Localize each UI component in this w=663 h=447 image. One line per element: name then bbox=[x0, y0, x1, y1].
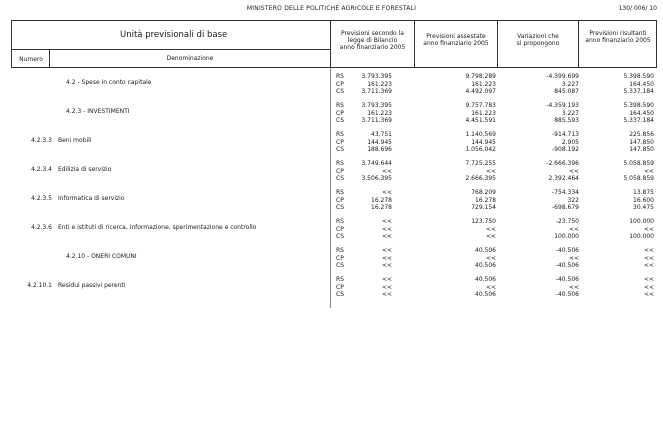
col1-line3: anno finanziario 2005 bbox=[339, 44, 406, 51]
row-type-label: RS bbox=[336, 189, 344, 196]
row-numero: 4.2.3.6 bbox=[31, 224, 52, 231]
col3-line2: si propongono bbox=[516, 40, 560, 47]
group-title: Unità previsionali di base bbox=[120, 30, 228, 40]
value-cell: << bbox=[568, 167, 579, 175]
value-cell: 5.398.590 bbox=[623, 102, 654, 109]
value-cell: 5.058.859 bbox=[623, 160, 654, 167]
header-divider-bottom bbox=[11, 67, 657, 68]
value-cell: 16.600 bbox=[633, 196, 654, 204]
value-cell: 40.506 bbox=[475, 262, 496, 269]
col4-line1: Previsioni risultanti bbox=[589, 30, 647, 37]
value-cell: 100.000 bbox=[629, 233, 654, 240]
value-cell: 40.506 bbox=[475, 247, 496, 254]
value-cell: 16.278 bbox=[371, 196, 392, 204]
row-type-label: CP bbox=[336, 196, 344, 204]
value-cell: << bbox=[381, 218, 392, 225]
value-cell: 144.945 bbox=[367, 138, 392, 146]
column-header-numero: Numero bbox=[19, 56, 43, 63]
row-denominazione: 4.2.10 - ONERI COMUNI bbox=[66, 253, 137, 260]
value-cell: 123.750 bbox=[471, 218, 496, 225]
value-cell: << bbox=[485, 283, 496, 291]
row-type-label: RS bbox=[336, 160, 344, 167]
value-cell: 5.058.859 bbox=[623, 175, 654, 182]
value-cell: << bbox=[643, 225, 654, 233]
value-cell: 161.223 bbox=[471, 80, 496, 88]
value-cell: 30.475 bbox=[633, 204, 654, 211]
row-type-label: RS bbox=[336, 102, 344, 109]
value-cell: -23.750 bbox=[555, 218, 579, 225]
value-cell: 161.223 bbox=[471, 109, 496, 117]
value-cell: 729.154 bbox=[471, 204, 496, 211]
value-cell: << bbox=[381, 189, 392, 196]
value-cell: 16.278 bbox=[371, 204, 392, 211]
row-type-label: CS bbox=[336, 204, 344, 211]
value-cell: 9.757.783 bbox=[465, 102, 496, 109]
value-cell: -914.713 bbox=[552, 131, 579, 138]
value-cell: 768.209 bbox=[471, 189, 496, 196]
value-cell: 3.793.395 bbox=[361, 102, 392, 109]
value-cell: 4.451.591 bbox=[465, 117, 496, 124]
value-cell: -40.506 bbox=[555, 247, 579, 254]
value-cell: -908.192 bbox=[552, 146, 579, 153]
value-cell: << bbox=[643, 283, 654, 291]
row-type-label: RS bbox=[336, 131, 344, 138]
value-cell: << bbox=[643, 254, 654, 262]
value-cell: 144.945 bbox=[471, 138, 496, 146]
value-cell: << bbox=[485, 225, 496, 233]
value-cell: 100.000 bbox=[629, 218, 654, 225]
col1-line2: legge di Bilancio bbox=[347, 37, 398, 44]
value-cell: << bbox=[381, 225, 392, 233]
row-type-label: RS bbox=[336, 73, 344, 80]
value-cell: 3.749.644 bbox=[361, 160, 392, 167]
value-cell: << bbox=[381, 291, 392, 298]
column-header-denominazione: Denominazione bbox=[166, 55, 214, 62]
value-cell: << bbox=[643, 291, 654, 298]
value-cell: 164.450 bbox=[629, 109, 654, 117]
col3-line1: Variazioni che bbox=[517, 33, 559, 40]
row-type-label: CS bbox=[336, 233, 344, 240]
value-cell: << bbox=[381, 233, 392, 240]
value-cell: -2.666.396 bbox=[546, 160, 579, 167]
row-type-label: CS bbox=[336, 146, 344, 153]
row-denominazione: 4.2 - Spese in conto capitale bbox=[66, 79, 152, 86]
row-type-label: CP bbox=[336, 167, 344, 175]
value-cell: 40.506 bbox=[475, 291, 496, 298]
value-cell: 845.087 bbox=[554, 88, 579, 95]
value-cell: << bbox=[381, 276, 392, 283]
row-type-label: CP bbox=[336, 109, 344, 117]
value-cell: 1.056.042 bbox=[465, 146, 496, 153]
value-cell: 3.227 bbox=[561, 109, 579, 117]
row-type-label: CP bbox=[336, 254, 344, 262]
col4-line2: anno finanziario 2005 bbox=[585, 37, 651, 44]
col2-line1: Previsioni assestate bbox=[426, 33, 486, 40]
document-header-title: MINISTERO DELLE POLITICHE AGRICOLE E FORESTALI bbox=[246, 5, 417, 12]
row-numero: 4.2.3.4 bbox=[31, 166, 52, 173]
header-divider-horizontal bbox=[11, 49, 331, 50]
value-cell: -4.399.699 bbox=[546, 73, 579, 80]
column-header-variazioni bbox=[498, 33, 578, 47]
column-header-assestate bbox=[415, 33, 497, 47]
value-cell: << bbox=[643, 262, 654, 269]
value-cell: 164.450 bbox=[629, 80, 654, 88]
value-cell: 3.711.369 bbox=[361, 117, 392, 124]
value-cell: 100.000 bbox=[554, 233, 579, 240]
value-cell: 1.140.569 bbox=[465, 131, 496, 138]
row-type-label: CP bbox=[336, 138, 344, 146]
col1-line1: Previsioni secondo la bbox=[341, 30, 404, 37]
value-cell: 2.392.464 bbox=[548, 175, 579, 182]
value-cell: 40.506 bbox=[475, 276, 496, 283]
row-numero: 4.2.3.3 bbox=[31, 137, 52, 144]
row-denominazione: Beni mobili bbox=[58, 137, 92, 144]
value-cell: << bbox=[485, 167, 496, 175]
row-type-label: CS bbox=[336, 175, 344, 182]
row-type-label: CS bbox=[336, 291, 344, 298]
row-denominazione: Edilizia di servizio bbox=[58, 166, 112, 173]
value-cell: 3.711.369 bbox=[361, 88, 392, 95]
column-header-risultanti bbox=[579, 30, 657, 44]
value-cell: << bbox=[643, 276, 654, 283]
body-divider-1 bbox=[330, 68, 331, 308]
value-cell: 225.856 bbox=[629, 131, 654, 138]
row-denominazione: Informatica di servizio bbox=[58, 195, 125, 202]
row-numero: 4.2.3.5 bbox=[31, 195, 52, 202]
row-type-label: RS bbox=[336, 276, 344, 283]
value-cell: << bbox=[568, 225, 579, 233]
value-cell: << bbox=[568, 283, 579, 291]
row-type-label: CS bbox=[336, 88, 344, 95]
row-type-label: CP bbox=[336, 225, 344, 233]
value-cell: 16.278 bbox=[475, 196, 496, 204]
value-cell: 161.223 bbox=[367, 80, 392, 88]
value-cell: 5.337.184 bbox=[623, 117, 654, 124]
column-header-legge-bilancio bbox=[331, 30, 414, 51]
value-cell: 147.850 bbox=[629, 146, 654, 153]
value-cell: -4.359.193 bbox=[546, 102, 579, 109]
value-cell: << bbox=[485, 254, 496, 262]
value-cell: << bbox=[381, 167, 392, 175]
row-type-label: CP bbox=[336, 283, 344, 291]
value-cell: << bbox=[568, 254, 579, 262]
value-cell: -40.506 bbox=[555, 262, 579, 269]
row-numero: 4.2.10.1 bbox=[27, 282, 52, 289]
value-cell: << bbox=[643, 247, 654, 254]
value-cell: << bbox=[643, 167, 654, 175]
value-cell: -754.334 bbox=[552, 189, 579, 196]
value-cell: 188.696 bbox=[367, 146, 392, 153]
value-cell: 9.798.289 bbox=[465, 73, 496, 80]
value-cell: << bbox=[381, 262, 392, 269]
header-divider-4 bbox=[578, 20, 579, 68]
value-cell: 147.850 bbox=[629, 138, 654, 146]
row-denominazione: Enti e istituti di ricerca, informazione, sperimentazione e controllo bbox=[58, 224, 257, 231]
value-cell: 2.666.395 bbox=[465, 175, 496, 182]
value-cell: 3.227 bbox=[561, 80, 579, 88]
value-cell: 161.223 bbox=[367, 109, 392, 117]
value-cell: << bbox=[381, 283, 392, 291]
value-cell: 885.593 bbox=[554, 117, 579, 124]
row-type-label: CS bbox=[336, 262, 344, 269]
value-cell: 2.905 bbox=[561, 138, 579, 146]
value-cell: 43.751 bbox=[371, 131, 392, 138]
value-cell: -40.506 bbox=[555, 291, 579, 298]
row-type-label: CP bbox=[336, 80, 344, 88]
value-cell: 5.398.590 bbox=[623, 73, 654, 80]
value-cell: 322 bbox=[567, 196, 579, 204]
row-type-label: CS bbox=[336, 117, 344, 124]
row-denominazione: 4.2.3 - INVESTIMENTI bbox=[66, 108, 130, 115]
value-cell: -698.679 bbox=[552, 204, 579, 211]
value-cell: 7.725.255 bbox=[465, 160, 496, 167]
value-cell: << bbox=[381, 254, 392, 262]
col2-line2: anno finanziario 2005 bbox=[423, 40, 489, 47]
value-cell: 3.506.395 bbox=[361, 175, 392, 182]
row-type-label: RS bbox=[336, 247, 344, 254]
value-cell: << bbox=[485, 233, 496, 240]
value-cell: << bbox=[381, 247, 392, 254]
value-cell: -40.506 bbox=[555, 276, 579, 283]
value-cell: 5.337.184 bbox=[623, 88, 654, 95]
value-cell: 4.492.097 bbox=[465, 88, 496, 95]
row-type-label: RS bbox=[336, 218, 344, 225]
row-denominazione: Residui passivi perenti bbox=[58, 282, 126, 289]
value-cell: 13.875 bbox=[633, 189, 654, 196]
page-reference: 130/ 006/ 10 bbox=[618, 5, 657, 12]
value-cell: 3.793.395 bbox=[361, 73, 392, 80]
